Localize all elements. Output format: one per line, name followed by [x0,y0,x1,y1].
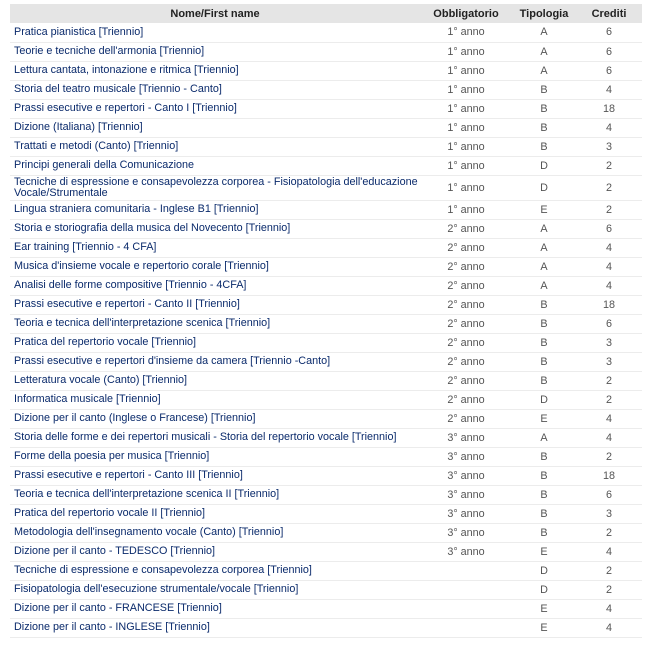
course-type-cell [512,238,576,257]
course-name-link[interactable]: Lettura cantata, intonazione e ritmica [Triennio] [14,64,239,76]
course-name-link-cell [10,23,420,42]
course-year: 1° anno [447,83,485,96]
table-row [10,314,642,333]
course-name-link[interactable]: Teoria e tecnica dell'interpretazione scenica II [Triennio] [14,488,280,500]
course-credits: 4 [605,260,612,273]
course-type-cell [512,42,576,61]
course-type: D [540,393,548,406]
course-credits: 4 [605,602,612,615]
table-row [10,352,642,371]
course-name-link[interactable]: Dizione per il canto (Inglese o Francese) [Triennio] [14,412,256,424]
course-name-link[interactable]: Ear training [Triennio - 4 CFA] [14,241,157,253]
course-credits: 2 [605,374,612,387]
course-credits-cell [576,23,642,42]
course-name-link-cell [10,542,420,561]
course-name-link-cell [10,137,420,156]
table-row [10,447,642,466]
course-credits: 3 [605,140,612,153]
course-year: 3° anno [447,507,485,520]
course-credits: 2 [605,181,612,194]
table-row [10,466,642,485]
course-year-cell [420,352,512,371]
course-type: B [540,298,548,311]
course-type-cell [512,371,576,390]
course-name-link[interactable]: Dizione per il canto - TEDESCO [Triennio] [14,545,216,557]
course-name-link[interactable]: Storia delle forme e dei repertori musicali - Storia del repertorio vocale [Triennio] [14,431,397,443]
course-credits-cell [576,371,642,390]
course-year: 3° anno [447,526,485,539]
course-year-cell [420,257,512,276]
course-credits-cell [576,428,642,447]
course-type: B [540,355,548,368]
course-name-link-cell [10,333,420,352]
course-credits: 3 [605,507,612,520]
course-type: E [540,203,548,216]
course-name-link[interactable]: Dizione per il canto - FRANCESE [Triennio] [14,602,222,614]
course-type: B [540,526,548,539]
table-row [10,42,642,61]
course-name-link-cell [10,314,420,333]
course-year: 3° anno [447,488,485,501]
course-year-cell [420,466,512,485]
course-year: 2° anno [447,412,485,425]
course-credits-cell [576,295,642,314]
course-name-link-cell [10,599,420,618]
course-type-cell [512,561,576,580]
column-header-tipologia[interactable]: Tipologia [512,4,576,23]
course-year-cell [420,409,512,428]
course-name-link-cell [10,618,420,637]
course-year: 3° anno [447,545,485,558]
course-name-link-cell [10,409,420,428]
table-row [10,599,642,618]
course-type-cell [512,523,576,542]
table-row [10,390,642,409]
course-type-cell [512,118,576,137]
course-table [10,4,642,638]
course-year-cell [420,523,512,542]
course-credits: 2 [605,393,612,406]
course-type: A [540,279,548,292]
course-credits-cell [576,390,642,409]
course-type-cell [512,175,576,200]
table-row [10,276,642,295]
course-name-link-cell [10,371,420,390]
course-credits-cell [576,618,642,637]
course-credits: 6 [605,488,612,501]
course-name-link-cell [10,447,420,466]
course-credits: 4 [605,121,612,134]
course-credits: 2 [605,159,612,172]
course-name-link[interactable]: Prassi esecutive e repertori - Canto III [Triennio] [14,469,243,481]
course-name-link[interactable]: Teoria e tecnica dell'interpretazione scenica [Triennio] [14,317,271,329]
course-credits-cell [576,580,642,599]
course-year-cell [420,485,512,504]
course-credits: 4 [605,545,612,558]
table-row [10,523,642,542]
course-name-link-cell [10,485,420,504]
course-year-cell [420,61,512,80]
table-row [10,428,642,447]
course-name-link[interactable]: Letteratura vocale (Canto) [Triennio] [14,374,188,386]
course-type: B [540,140,548,153]
course-table-container [10,4,642,638]
course-credits-cell [576,276,642,295]
table-row [10,238,642,257]
table-row [10,219,642,238]
course-name-link[interactable]: Storia e storiografia della musica del Novecento [Triennio] [14,222,291,234]
course-year: 2° anno [447,374,485,387]
course-type-cell [512,99,576,118]
course-name-link-cell [10,580,420,599]
course-type-cell [512,428,576,447]
course-name-link[interactable]: Fisiopatologia dell'esecuzione strumentale/vocale [Triennio] [14,583,299,595]
course-name-link-cell [10,238,420,257]
course-year-cell [420,314,512,333]
course-year: 1° anno [447,159,485,172]
course-type-cell [512,219,576,238]
course-name-link[interactable]: Trattati e metodi (Canto) [Triennio] [14,140,179,152]
table-row [10,137,642,156]
table-header-row [10,4,642,23]
course-type-cell [512,618,576,637]
course-year: 2° anno [447,298,485,311]
course-name-link[interactable]: Lingua straniera comunitaria - Inglese B1 [Triennio] [14,203,259,215]
table-row [10,200,642,219]
course-credits: 4 [605,241,612,254]
table-row [10,295,642,314]
course-type-cell [512,61,576,80]
course-year-cell [420,276,512,295]
table-row [10,175,642,200]
course-type-cell [512,542,576,561]
course-year-cell [420,390,512,409]
table-row [10,409,642,428]
course-type: D [540,564,548,577]
course-year-cell [420,504,512,523]
course-credits-cell [576,504,642,523]
course-type: B [540,488,548,501]
course-year: 1° anno [447,181,485,194]
course-year-cell [420,428,512,447]
course-name-link-cell [10,42,420,61]
course-type: D [540,159,548,172]
course-type: A [540,260,548,273]
course-credits-cell [576,156,642,175]
course-type-cell [512,200,576,219]
course-credits: 4 [605,83,612,96]
course-credits-cell [576,118,642,137]
course-type-cell [512,352,576,371]
course-credits-cell [576,447,642,466]
course-name-link[interactable]: Pratica del repertorio vocale [Triennio] [14,336,197,348]
table-row [10,61,642,80]
table-row [10,156,642,175]
course-type-cell [512,156,576,175]
course-type: E [540,621,548,634]
course-name-link[interactable]: Forme della poesia per musica [Triennio] [14,450,210,462]
course-year-cell [420,561,512,580]
course-type-cell [512,314,576,333]
course-year: 3° anno [447,469,485,482]
course-credits-cell [576,257,642,276]
table-row [10,580,642,599]
course-type-cell [512,390,576,409]
course-type: A [540,431,548,444]
course-year-cell [420,542,512,561]
course-year: 2° anno [447,336,485,349]
course-credits-cell [576,61,642,80]
course-credits: 6 [605,222,612,235]
course-type: B [540,374,548,387]
column-header-obbligatorio[interactable]: Obbligatorio [420,4,512,23]
course-year-cell [420,99,512,118]
table-row [10,485,642,504]
column-header-crediti[interactable]: Crediti [576,4,642,23]
course-name-link[interactable]: Metodologia dell'insegnamento vocale (Canto) [Triennio] [14,526,284,538]
course-credits-cell [576,80,642,99]
course-name-link-cell [10,504,420,523]
course-credits-cell [576,99,642,118]
table-body [10,23,642,637]
course-credits-cell [576,352,642,371]
course-name-link[interactable]: Storia del teatro musicale [Triennio - Canto] [14,83,222,95]
course-name-link-cell [10,61,420,80]
course-type-cell [512,333,576,352]
course-credits: 18 [602,102,615,115]
course-type: B [540,450,548,463]
course-name-link-cell [10,390,420,409]
course-year-cell [420,618,512,637]
course-type: B [540,83,548,96]
course-year: 1° anno [447,102,485,115]
course-type-cell [512,276,576,295]
course-year-cell [420,42,512,61]
course-type: B [540,317,548,330]
course-type: A [540,26,548,39]
course-year: 2° anno [447,279,485,292]
table-row [10,333,642,352]
course-year: 1° anno [447,203,485,216]
course-year-cell [420,118,512,137]
course-year: 1° anno [447,64,485,77]
course-type: A [540,241,548,254]
course-credits: 3 [605,336,612,349]
course-year: 2° anno [447,355,485,368]
course-type-cell [512,257,576,276]
course-credits: 2 [605,203,612,216]
course-name-link[interactable]: Dizione (Italiana) [Triennio] [14,121,143,133]
course-name-link[interactable]: Prassi esecutive e repertori d'insieme da camera [Triennio -Canto] [14,355,331,367]
course-name-link[interactable]: Informatica musicale [Triennio] [14,393,161,405]
course-year: 2° anno [447,317,485,330]
course-type-cell [512,80,576,99]
course-credits: 6 [605,64,612,77]
course-type-cell [512,504,576,523]
course-name-link[interactable]: Tecniche di espressione e consapevolezza corporea [Triennio] [14,564,312,576]
course-type: A [540,45,548,58]
course-credits-cell [576,409,642,428]
course-name-link-cell [10,428,420,447]
course-name-link[interactable]: Dizione per il canto - INGLESE [Triennio] [14,621,210,633]
table-row [10,542,642,561]
course-credits-cell [576,333,642,352]
course-year-cell [420,599,512,618]
course-credits: 2 [605,564,612,577]
course-year-cell [420,80,512,99]
course-name-link[interactable]: Prassi esecutive e repertori - Canto II [Triennio] [14,298,240,310]
course-credits-cell [576,599,642,618]
course-year-cell [420,175,512,200]
course-type-cell [512,447,576,466]
table-row [10,371,642,390]
course-name-link[interactable]: Pratica del repertorio vocale II [Triennio] [14,507,206,519]
course-year: 3° anno [447,431,485,444]
course-name-link-cell [10,175,420,200]
table-row [10,80,642,99]
course-credits-cell [576,314,642,333]
course-credits-cell [576,523,642,542]
course-year: 1° anno [447,26,485,39]
course-year-cell [420,200,512,219]
course-name-link[interactable]: Prassi esecutive e repertori - Canto I [Triennio] [14,102,237,114]
course-credits-cell [576,175,642,200]
course-credits: 3 [605,355,612,368]
course-type: A [540,64,548,77]
table-row [10,118,642,137]
course-credits: 2 [605,450,612,463]
course-credits: 2 [605,583,612,596]
course-credits-cell [576,137,642,156]
course-type: B [540,102,548,115]
course-credits: 4 [605,431,612,444]
course-name-link[interactable]: Principi generali della Comunicazione [14,159,195,171]
course-credits-cell [576,485,642,504]
table-row [10,561,642,580]
course-year-cell [420,333,512,352]
course-year: 1° anno [447,140,485,153]
course-credits: 4 [605,279,612,292]
course-name-link-cell [10,523,420,542]
table-row [10,23,642,42]
course-type: E [540,412,548,425]
course-type: B [540,121,548,134]
course-type: B [540,336,548,349]
course-year-cell [420,137,512,156]
course-name-link-cell [10,99,420,118]
course-name-link-cell [10,561,420,580]
course-name-link[interactable]: Tecniche di espressione e consapevolezza corporea - Fisiopatologia dell'educazione Vocale/Strumentale [14,175,418,199]
table-row [10,504,642,523]
course-type-cell [512,409,576,428]
course-name-link-cell [10,80,420,99]
course-credits-cell [576,466,642,485]
table-row [10,618,642,637]
course-credits: 4 [605,621,612,634]
course-name-link-cell [10,257,420,276]
course-type: B [540,469,548,482]
course-credits: 6 [605,45,612,58]
course-credits: 2 [605,526,612,539]
course-credits-cell [576,42,642,61]
course-credits: 6 [605,26,612,39]
course-type: A [540,222,548,235]
course-type: D [540,181,548,194]
course-credits-cell [576,561,642,580]
course-year-cell [420,238,512,257]
course-type: E [540,602,548,615]
course-credits-cell [576,238,642,257]
course-year-cell [420,23,512,42]
course-name-link-cell [10,352,420,371]
course-type-cell [512,295,576,314]
table-row [10,99,642,118]
course-credits: 6 [605,317,612,330]
course-type: D [540,583,548,596]
course-year-cell [420,371,512,390]
course-name-link[interactable]: Musica d'insieme vocale e repertorio corale [Triennio] [14,260,269,272]
course-name-link[interactable]: Pratica pianistica [Triennio] [14,25,144,38]
course-type: B [540,507,548,520]
course-name-link-cell [10,118,420,137]
course-year: 2° anno [447,260,485,273]
course-year: 2° anno [447,393,485,406]
course-credits: 18 [602,298,615,311]
course-type-cell [512,23,576,42]
course-year-cell [420,219,512,238]
course-year: 3° anno [447,450,485,463]
course-type: E [540,545,548,558]
course-name-link[interactable]: Analisi delle forme compositive [Triennio - 4CFA] [14,279,247,291]
course-year-cell [420,580,512,599]
course-credits-cell [576,542,642,561]
course-name-link-cell [10,466,420,485]
table-row [10,257,642,276]
course-year-cell [420,156,512,175]
column-header-name[interactable]: Nome/First name [10,4,420,23]
course-name-link[interactable]: Teorie e tecniche dell'armonia [Triennio] [14,45,205,57]
course-type-cell [512,580,576,599]
course-type-cell [512,599,576,618]
course-credits-cell [576,200,642,219]
course-credits: 4 [605,412,612,425]
course-year: 2° anno [447,222,485,235]
course-type-cell [512,485,576,504]
course-year: 2° anno [447,241,485,254]
course-year: 1° anno [447,121,485,134]
course-type-cell [512,137,576,156]
course-year-cell [420,447,512,466]
course-type-cell [512,466,576,485]
course-name-link-cell [10,276,420,295]
course-year-cell [420,295,512,314]
course-name-link-cell [10,200,420,219]
course-name-link-cell [10,219,420,238]
course-year: 1° anno [447,45,485,58]
course-name-link-cell [10,295,420,314]
course-credits-cell [576,219,642,238]
course-name-link-cell [10,156,420,175]
course-credits: 18 [602,469,615,482]
